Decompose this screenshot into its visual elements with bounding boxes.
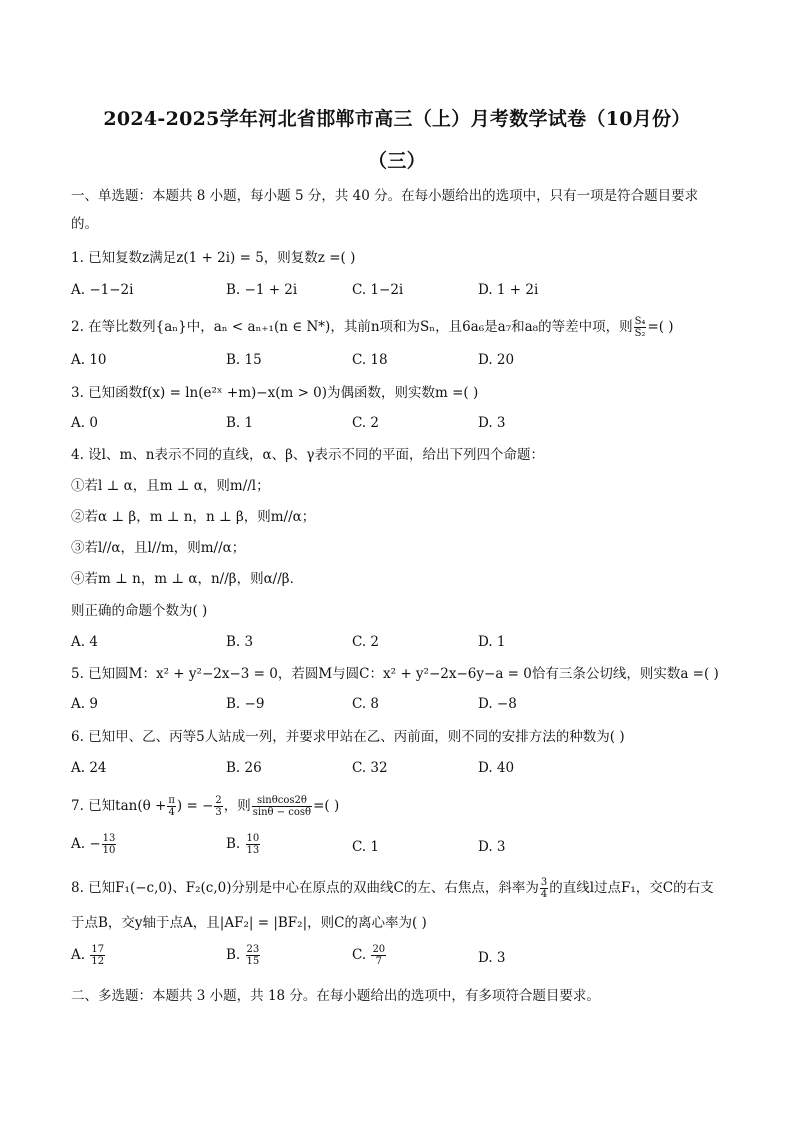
question-2-stem [71,316,734,339]
fraction [634,316,647,339]
question-8-stem-text: 的直线l过点F₁，交C的右支 [549,880,714,896]
fraction [246,833,261,856]
fraction-numerator: 10 [246,833,260,844]
option-c: C. 32 [352,760,388,776]
option-b: B. 1 [226,415,254,431]
proposition-4: ④若m ⊥ n，m ⊥ α，n//β，则α//β． [71,571,304,587]
proposition-1: ①若l ⊥ α，且m ⊥ α，则m//l； [71,478,270,494]
question-7-stem [71,795,734,818]
option-a: A. −1−2i [71,282,134,298]
question-8-stem-cont: 于点B，交y轴于点A，且|AF₂| = |BF₂|，则C的离心率为( ) [71,915,427,931]
question-7-stem-text: ，则 [223,798,251,814]
fraction [246,944,261,967]
exam-title: 2024-2025学年河北省邯郸市高三（上）月考数学试卷（10月份） [103,108,691,130]
fraction-numerator: 13 [102,833,116,844]
fraction [252,795,312,818]
option-label: B. [226,836,241,852]
question-4-stem: 4. 设l、m、n表示不同的直线，α、β、γ表示不同的平面，给出下列四个命题： [71,447,544,463]
fraction-numerator: sinθcos2θ [252,795,312,807]
fraction-denominator: 4 [540,889,548,900]
option-c: C. 18 [352,352,388,368]
fraction [540,877,548,900]
option-label: C. [352,947,367,963]
option-a: A. 4 [71,634,98,650]
option-c: C. 1−2i [352,282,404,298]
fraction-numerator: π [168,795,175,806]
option-d: D. 1 [478,634,506,650]
fraction-denominator: 12 [91,956,105,967]
option-b: B. 3 [226,634,254,650]
option-d: D. −8 [478,696,517,712]
fraction-denominator: 7 [375,956,382,967]
question-7-stem-text: ) = − [176,798,214,814]
option-a: A. 9 [71,696,98,712]
fraction [371,944,386,967]
question-8-stem-text: 8. 已知F₁(−c,0)、F₂(c,0)分别是中心在原点的双曲线C的左、右焦点，斜率为 [71,880,539,896]
fraction-numerator: 2 [215,795,222,806]
fraction-denominator: sinθ − cosθ [252,807,312,818]
option-a [71,944,106,967]
option-a: A. 24 [71,760,107,776]
section-1-heading: 一、单选题：本题共 8 小题，每小题 5 分，共 40 分。在每小题给出的选项中，只有一项是符合题目要求 [71,188,699,204]
option-c: C. 2 [352,634,380,650]
option-b [226,833,261,856]
option-b: B. 15 [226,352,262,368]
section-2-heading: 二、多选题：本题共 3 小题，共 18 分。在每小题给出的选项中，有多项符合题目要求。 [71,988,600,1004]
option-d: D. 3 [478,839,506,855]
fraction-numerator: S₄ [634,316,646,327]
option-a [71,833,117,856]
question-2-stem-end: =( ) [647,319,674,335]
fraction-numerator: 17 [91,944,105,955]
option-c: C. 8 [352,696,380,712]
question-3-stem: 3. 已知函数f(x) = ln(e²ˣ +m)−x(m > 0)为偶函数，则实数m =( ) [71,385,479,401]
question-7-stem-end: =( ) [313,798,340,814]
option-label: B. [226,947,241,963]
fraction-numerator: 3 [540,877,548,888]
question-4-ask: 则正确的命题个数为( ) [71,603,208,619]
question-7-stem-text: 7. 已知tan(θ + [71,798,167,814]
option-b [226,944,261,967]
question-8-stem [71,877,734,900]
option-d: D. 1 + 2i [478,282,539,298]
proposition-3: ③若l//α，且l//m，则m//α； [71,540,246,556]
option-a: A. 0 [71,415,98,431]
fraction [90,944,105,967]
option-d: D. 20 [478,352,515,368]
option-b: B. 26 [226,760,262,776]
fraction-denominator: 4 [168,807,175,818]
option-d: D. 40 [478,760,515,776]
option-c [352,944,387,967]
fraction [102,833,117,856]
fraction [214,795,222,818]
exam-title-suffix: （三） [368,150,426,172]
option-d: D. 3 [478,415,506,431]
fraction-denominator: 3 [215,807,222,818]
option-a: A. 10 [71,352,107,368]
option-label: A. [71,947,86,963]
question-1-stem: 1. 已知复数z满足z(1 + 2i) = 5，则复数z =( ) [71,250,356,266]
question-5-stem: 5. 已知圆M：x² + y²−2x−3 = 0，若圆M与圆C：x² + y²−2x−6y−a = 0恰有三条公切线，则实数a =( ) [71,666,719,682]
option-label: A. − [71,836,101,852]
fraction-denominator: S₂ [634,328,646,339]
option-d: D. 3 [478,950,506,966]
question-6-stem: 6. 已知甲、乙、丙等5人站成一列，并要求甲站在乙、丙前面，则不同的安排方法的种数为( ) [71,729,625,745]
fraction-denominator: 13 [246,845,260,856]
question-2-stem-text: 2. 在等比数列{aₙ}中，aₙ < aₙ₊₁(n ∈ N*)，其前n项和为Sₙ，且6a₆是a₇和a₈的等差中项，则 [71,319,633,335]
option-c: C. 1 [352,839,380,855]
proposition-2: ②若α ⊥ β，m ⊥ n，n ⊥ β，则m//α； [71,509,316,525]
fraction-denominator: 10 [102,845,116,856]
fraction-numerator: 23 [246,944,260,955]
fraction-denominator: 15 [246,956,260,967]
section-1-heading-cont: 的。 [71,216,98,232]
option-b: B. −9 [226,696,265,712]
option-b: B. −1 + 2i [226,282,298,298]
fraction-numerator: 20 [372,944,386,955]
option-c: C. 2 [352,415,380,431]
fraction [167,795,176,818]
